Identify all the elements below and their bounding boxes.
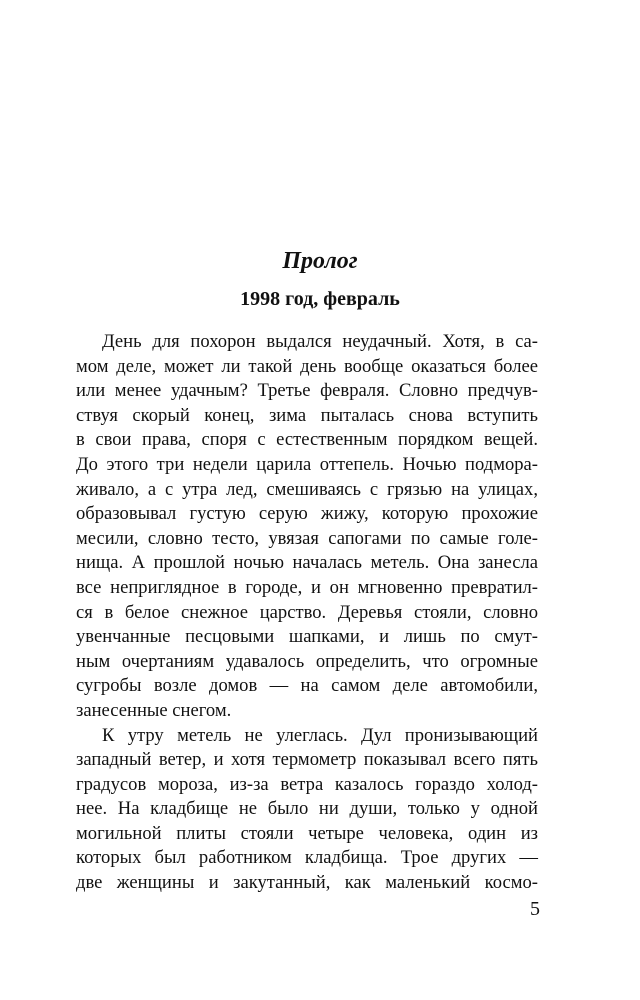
text-line: ствуя скорый конец, зима пыталась снова вступить xyxy=(76,404,538,426)
text-line: западный ветер, и хотя термометр показывал всего пять xyxy=(76,749,538,771)
body-text xyxy=(76,330,538,896)
text-line: две женщины и закутанный, как маленький космо- xyxy=(76,872,538,894)
text-line: в свои права, споря с естественным порядком вещей. xyxy=(76,429,538,451)
page-number: 5 xyxy=(530,898,540,920)
text-line: месили, словно тесто, увязая сапогами по самые голе- xyxy=(76,527,538,549)
text-line: или менее удачным? Третье февраля. Словно предчув- xyxy=(76,380,538,402)
text-line: ся в белое снежное царство. Деревья стояли, словно xyxy=(76,601,538,623)
text-line: все неприглядное в городе, и он мгновенно превратил- xyxy=(76,576,538,598)
text-line: нища. А прошлой ночью началась метель. Она занесла xyxy=(76,552,538,574)
chapter-subtitle: 1998 год, февраль xyxy=(240,288,400,310)
chapter-title: Пролог xyxy=(282,248,358,274)
text-line: градусов мороза, из-за ветра казалось гораздо холод- xyxy=(76,773,538,795)
text-line: занесенные снегом. xyxy=(76,699,232,721)
text-line: сугробы возле домов — на самом деле автомобили, xyxy=(76,675,538,697)
text-line: могильной плиты стояли четыре человека, один из xyxy=(76,822,538,844)
text-line: ным очертаниям удавалось определить, что огромные xyxy=(76,650,538,672)
text-line: До этого три недели царила оттепель. Ночью подмора- xyxy=(76,453,538,475)
text-line: образовывал густую серую жижу, которую прохожие xyxy=(76,503,538,525)
text-line: мом деле, может ли такой день вообще оказаться более xyxy=(76,355,538,377)
text-line: которых был работником кладбища. Трое других — xyxy=(76,847,538,869)
text-line: нее. На кладбище не было ни души, только у одной xyxy=(76,798,538,820)
paragraph-2 xyxy=(76,724,538,896)
text-line: К утру метель не улеглась. Дул пронизывающий xyxy=(102,724,538,746)
text-line: День для похорон выдался неудачный. Хотя, в са- xyxy=(102,331,538,352)
paragraph-1 xyxy=(76,330,538,724)
text-line: увенчанные песцовыми шапками, и лишь по смут- xyxy=(76,626,538,648)
text-line: живало, а с утра лед, смешиваясь с грязью на улицах, xyxy=(76,478,538,500)
